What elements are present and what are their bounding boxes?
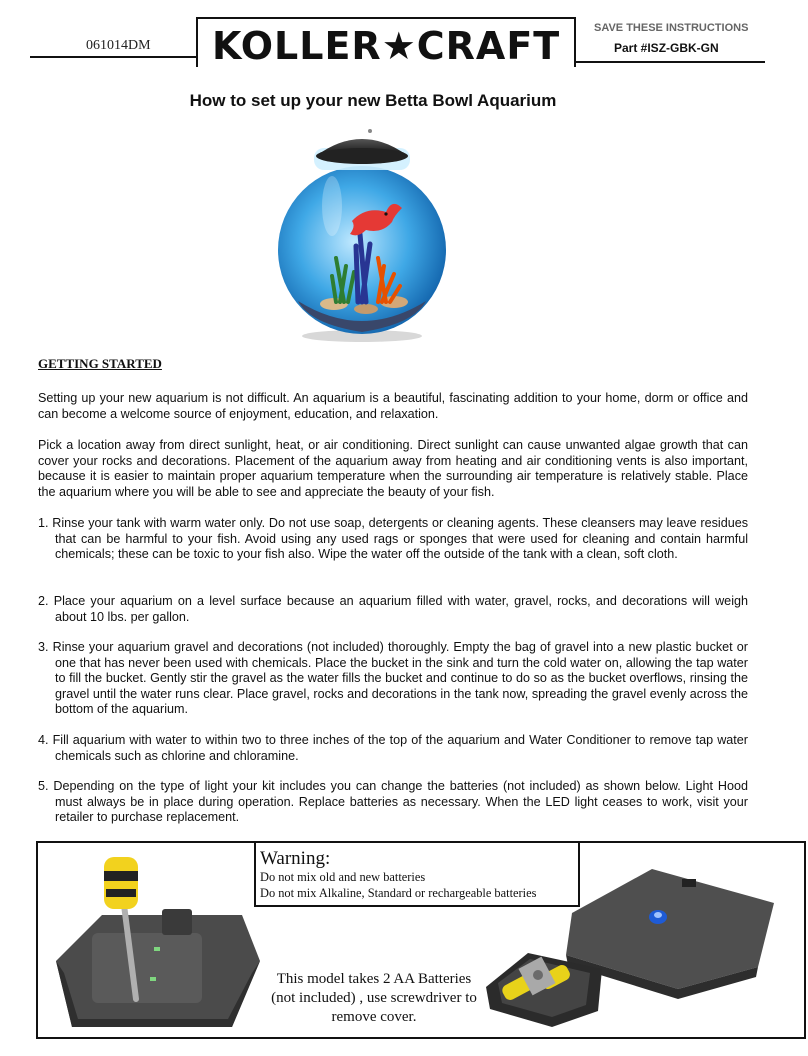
brand-logo: KOLLER★CRAFT <box>212 24 561 68</box>
location-paragraph <box>38 438 748 500</box>
step-2-text: 2. Place your aquarium on a level surface because an aquarium filled with water, gravel, rocks, and decorations will weigh about 10 lbs. per gallon. <box>38 594 748 624</box>
step-4-text: 4. Fill aquarium with water to within two to three inches of the top of the aquarium and Water Conditioner to remove tap water chemicals such as chlorine and chloramine. <box>38 733 748 763</box>
step-2 <box>38 594 748 625</box>
intro-paragraph <box>38 391 748 422</box>
warning-line-2: Do not mix Alkaline, Standard or rechargeable batteries <box>260 886 537 900</box>
header-rule-right <box>576 61 765 63</box>
page-title: How to set up your new Betta Bowl Aquarium <box>189 91 557 110</box>
part-number: Part #ISZ-GBK-GN <box>614 41 719 55</box>
step-3 <box>38 640 748 718</box>
paragraph-1: Setting up your new aquarium is not difficult. An aquarium is a beautiful, fascinating addition to your home, dorm or office and can become a welcome source of enjoyment, education, and relaxation. <box>38 391 748 421</box>
section-heading: GETTING STARTED <box>38 356 162 371</box>
step-4 <box>38 733 748 764</box>
betta-bowl-image <box>274 126 450 346</box>
header-rule-left <box>30 56 198 58</box>
step-3-text: 3. Rinse your aquarium gravel and decorations (not included) thoroughly. Empty the bag of gravel into a new plastic bucket or one that has never been used with chemicals. Place the bucket in the sink and turn the cold water on, allowing the tap water to fill the bucket. Gently stir the gravel as the water fills the bucket and continue to do so as the bucket overflows, rinsing the gravel until the water runs clear. Place gravel, rocks and decorations in the tank now, spreading the gravel evenly across the bottom of the aquarium. <box>38 640 748 717</box>
warning-box <box>254 841 580 907</box>
step-5 <box>38 779 748 826</box>
document-code: 061014DM <box>86 38 151 53</box>
screwdriver-hood-illustration <box>42 849 272 1035</box>
step-1-text: 1. Rinse your tank with warm water only. Do not use soap, detergents or cleaning agents. These cleansers may leave residues that can be harmful to your fish. Avoid using any used rags or sponges that were used for cleaning and contain harmful chemicals; these can be toxic to your fish also. Wipe the water off the outside of the tank with a clean, soft cloth. <box>38 516 748 562</box>
paragraph-2: Pick a location away from direct sunlight, heat, or air conditioning. Direct sunlight can cause unwanted algae growth that can cover your rocks and decorations. Placement of the aquarium away from heating and air conditioning vents is also important, because it is easier to maintain proper aquarium temperature when the surrounding air temperature is relatively stable. Place the aquarium where you will be able to see and appreciate the beauty of your fish. <box>38 438 748 499</box>
warning-title: Warning: <box>260 848 331 869</box>
step-5-text: 5. Depending on the type of light your kit includes you can change the batteries (not included) as shown below. Light Hood must always be in place during operation. Replace batteries as necessary. When the LED light ceases to work, visit your retailer to purchase replacement. <box>38 779 748 825</box>
warning-line-1: Do not mix old and new batteries <box>260 870 426 884</box>
step-1 <box>38 516 748 563</box>
save-instructions-note: SAVE THESE INSTRUCTIONS <box>594 22 749 34</box>
battery-note: This model takes 2 AA Batteries (not included) , use screwdriver to remove cover. <box>271 971 477 1025</box>
